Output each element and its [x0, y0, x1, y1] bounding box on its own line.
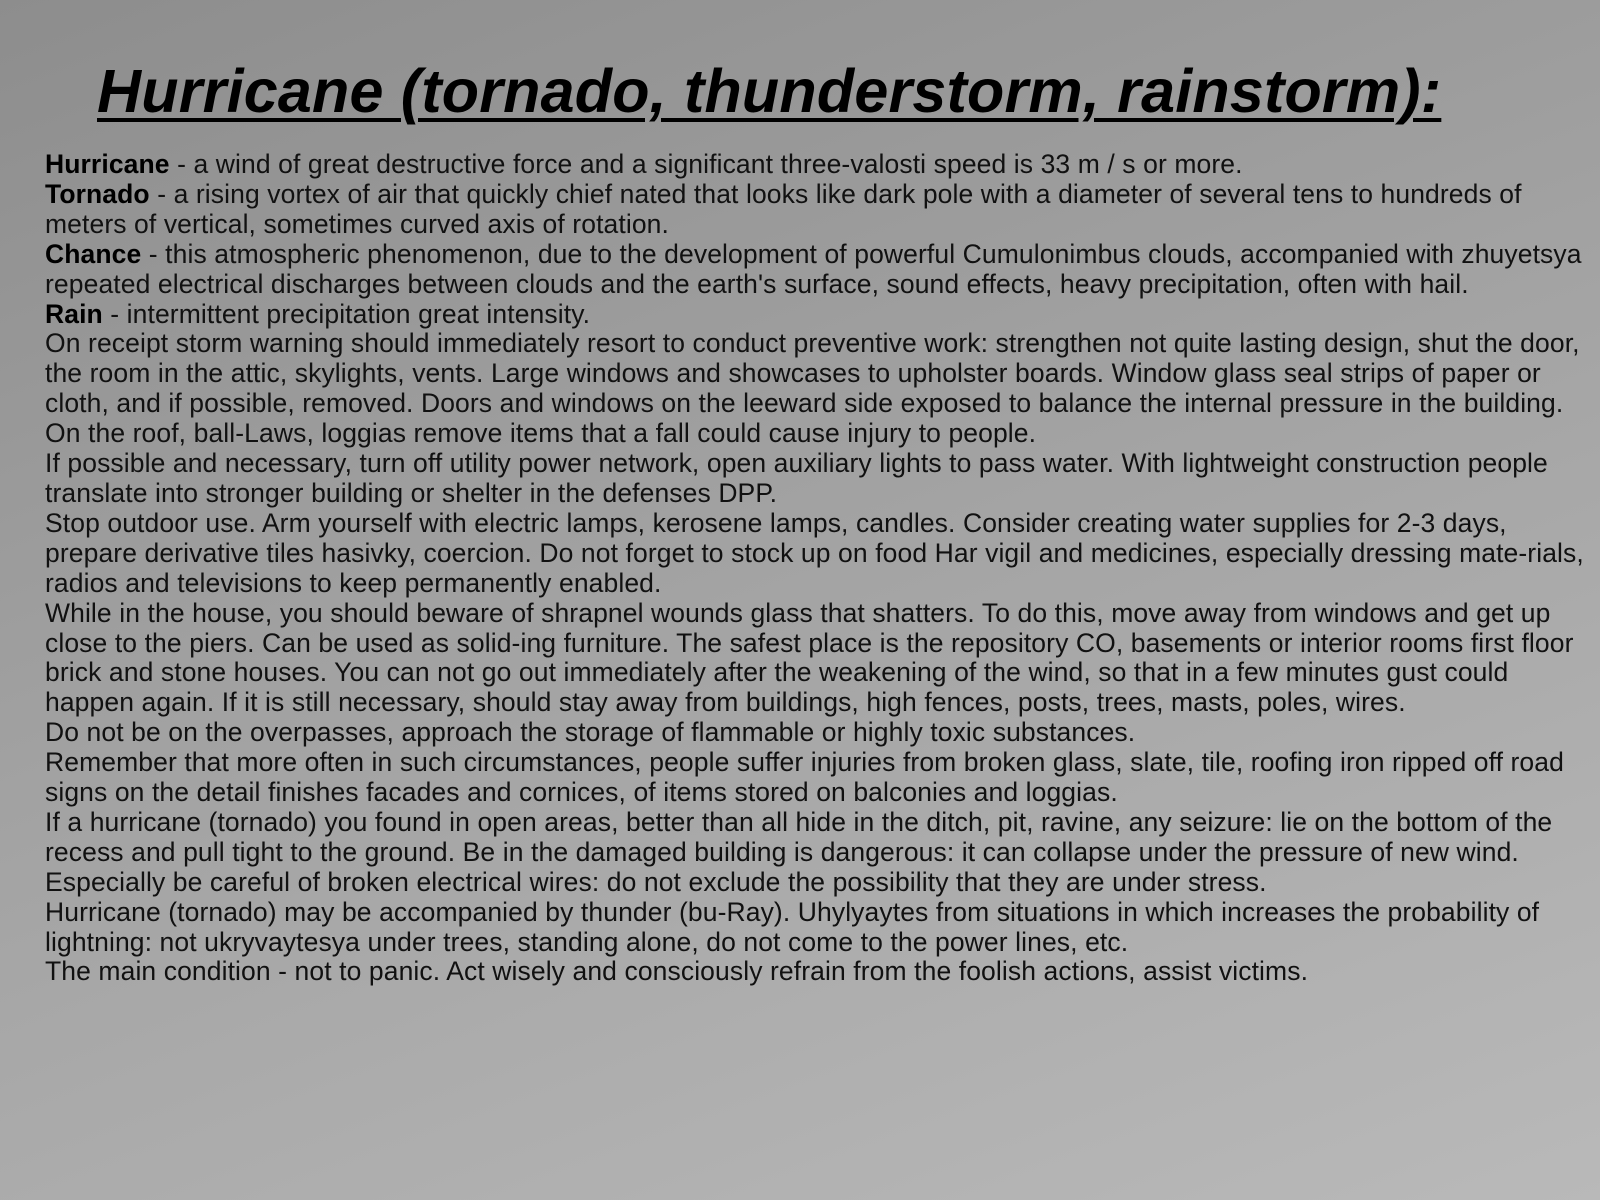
paragraph-utility-power: If possible and necessary, turn off utility power network, open auxiliary lights to pass water. With lightweight construction people translate into stronger building or shelter in the defenses DPP. — [45, 448, 1548, 508]
definition-rain — [45, 300, 1585, 330]
definition-term: Chance — [45, 238, 142, 269]
paragraph-supplies: Stop outdoor use. Arm yourself with electric lamps, kerosene lamps, candles. Consider creating water supplies for 2-3 days, prepare derivative tiles hasivky, coercion. Do not forget to stock up on food Har vigil and medicines, especially dressing mate-rials, radios and televisions to keep permanently enabled. — [45, 507, 1584, 598]
paragraph-storm-warning: On receipt storm warning should immediately resort to conduct preventive work: strengthen not quite lasting design, shut the door, the room in the attic, skylights, vents. Large windows and showcases to upholster boards. Window glass seal strips of paper or cloth, and if possible, removed. Doors and windows on the leeward side exposed to balance the internal pressure in the building. On the roof, ball-Laws, loggias remove items that a fall could cause injury to people. — [45, 328, 1580, 449]
paragraph-in-house: While in the house, you should beware of shrapnel wounds glass that shatters. To do this, move away from windows and get up close to the piers. Can be used as solid-ing furniture. The safest place is the repository CO, basements or interior rooms first floor brick and stone houses. You can not go out immediately after the weakening of the wind, so that in a few minutes gust could happen again. If it is still necessary, should stay away from buildings, high fences, posts, trees, masts, poles, wires. — [45, 597, 1574, 718]
definition-term: Tornado — [45, 178, 150, 209]
definition-chance — [45, 240, 1585, 300]
slide-title: Hurricane (tornado, thunderstorm, rainstorm): — [97, 57, 1442, 125]
definition-tornado — [45, 180, 1585, 240]
definition-text: - a rising vortex of air that quickly chief nated that looks like dark pole with a diameter of several tens to hundreds of meters of vertical, sometimes curved axis of rotation. — [45, 178, 1522, 239]
paragraph-open-areas: If a hurricane (tornado) you found in open areas, better than all hide in the ditch, pit, ravine, any seizure: lie on the bottom of the recess and pull tight to the ground. Be in the damaged building is dangerous: it can collapse under the pressure of new wind. — [45, 806, 1553, 867]
paragraph-lightning: Hurricane (tornado) may be accompanied by thunder (bu-Ray). Uhylyaytes from situations in which increases the probability of lightning: not ukryvaytesya under trees, standing alone, do not come to the power lines, etc. — [45, 896, 1540, 957]
paragraph-electrical-wires: Especially be careful of broken electrical wires: do not exclude the possibility that they are under stress. — [45, 866, 1267, 897]
definition-text: - this atmospheric phenomenon, due to the development of powerful Cumulonimbus clouds, accompanied with zhuyetsya repeated electrical discharges between clouds and the earth's surface, sound effects, heavy precipitation, often with hail. — [45, 238, 1582, 299]
definition-hurricane — [45, 150, 1585, 180]
definition-text: - a wind of great destructive force and a significant three-valosti speed is 33 m / s or more. — [169, 149, 1243, 179]
paragraph-injuries: Remember that more often in such circumstances, people suffer injuries from broken glass, slate, tile, roofing iron ripped off road signs on the detail finishes facades and cornices, of items stored on balconies and loggias. — [45, 747, 1564, 808]
slide-body — [45, 150, 1585, 987]
paragraph-main-condition: The main condition - not to panic. Act wisely and consciously refrain from the foolish actions, assist victims. — [45, 956, 1309, 987]
definition-term: Rain — [45, 298, 103, 329]
paragraph-overpasses: Do not be on the overpasses, approach the storage of flammable or highly toxic substances. — [45, 717, 1136, 748]
definition-text: - intermittent precipitation great intensity. — [102, 298, 591, 329]
definition-term: Hurricane — [45, 149, 170, 179]
